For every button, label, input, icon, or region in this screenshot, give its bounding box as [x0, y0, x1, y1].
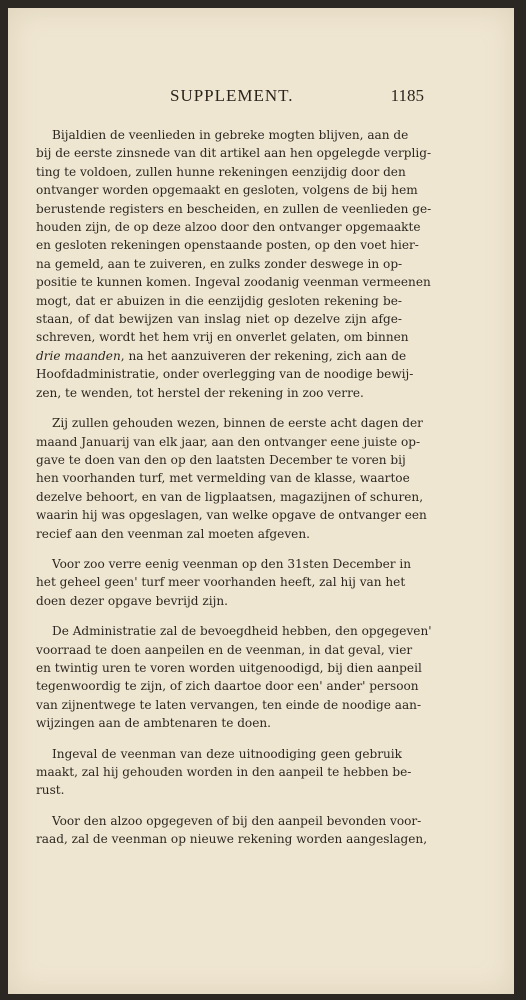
paragraph [36, 745, 412, 800]
text-line [36, 347, 407, 365]
text-line: Bijaldien de veenlieden in gebreke mogten blijven, aan de [52, 128, 409, 142]
text-line: De Administratie zal de bevoegdheid hebben, den opgegeven' [52, 624, 432, 639]
paragraph [36, 622, 432, 732]
text-line: Voor zoo verre eenig veenman op den 31sten December in [52, 556, 412, 571]
text-line: Voor den alzoo opgegeven of bij den aanpeil bevonden voor- [52, 813, 422, 828]
text-line: raad, zal de veenman op nieuwe rekening worden aangeslagen, [36, 832, 428, 847]
text-line: staan, of dat bewijzen van inslag niet op dezelve zijn afge- [36, 312, 402, 327]
text-line: Hoofdadministratie, onder overlegging van de noodige bewij- [36, 367, 414, 382]
text-line: dezelve behoort, en van de ligplaatsen, magazijnen of schuren, [36, 489, 424, 504]
text-line: rust. [36, 783, 65, 798]
text-line: positie te kunnen komen. Ingeval zoodanig veenman vermeenen [36, 275, 431, 290]
text-line: het geheel geen' turf meer voorhanden heeft, zal hij van het [36, 575, 406, 590]
text-line: bij de eerste zinsnede van dit artikel aan hen opgelegde verplig- [36, 146, 432, 161]
paragraph [36, 126, 432, 402]
text-line: gave te doen van den op den laatsten December te voren bij [36, 452, 406, 467]
page-body [36, 126, 432, 861]
paragraph [36, 812, 428, 849]
paragraph [36, 555, 412, 610]
text-line: maakt, zal hij gehouden worden in den aanpeil te hebben be- [36, 765, 412, 779]
text-line: voorraad te doen aanpeilen en de veenman, in dat geval, vier [36, 642, 413, 657]
page-header [8, 86, 514, 112]
text-line: doen dezer opgave bevrijd zijn. [36, 593, 229, 608]
text-line: en gesloten rekeningen openstaande posten, op den voet hier- [36, 238, 419, 253]
text-line: schreven, wordt het hem vrij en onverlet gelaten, om binnen [36, 330, 409, 345]
text-line: waarin hij was opgeslagen, van welke opgave de ontvanger een [36, 508, 427, 523]
text-line: Ingeval de veenman van deze uitnoodiging geen gebruik [52, 746, 402, 761]
text-line: recief aan den veenman zal moeten afgeven. [36, 526, 310, 541]
text-line: na gemeld, aan te zuiveren, en zulks zonder deswege in op- [36, 256, 403, 271]
paragraph [36, 414, 427, 543]
text-line: en twintig uren te voren worden uitgenoodigd, bij dien aanpeil [36, 660, 422, 675]
text-line: mogt, dat er abuizen in die eenzijdig gesloten rekening be- [36, 293, 402, 308]
text-line: ontvanger worden opgemaakt en gesloten, volgens de bij hem [36, 183, 418, 198]
page-number: 1185 [390, 86, 424, 105]
running-title: SUPPLEMENT. [170, 86, 294, 105]
text-line: wijzingen aan de ambtenaren te doen. [36, 716, 272, 731]
text-line: Zij zullen gehouden wezen, binnen de eerste acht dagen der [52, 416, 423, 431]
line-rest: , na het aanzuiveren der rekening, zich aan de [120, 348, 407, 363]
text-line: hen voorhanden turf, met vermelding van de klasse, waartoe [36, 471, 410, 486]
book-page [8, 8, 514, 994]
text-line: van zijnentwege te laten vervangen, ten einde de noodige aan- [36, 697, 422, 712]
text-line: houden zijn, de op deze alzoo door den ontvanger opgemaakte [36, 220, 421, 235]
text-line: zen, te wenden, tot herstel der rekening in zoo verre. [36, 385, 364, 400]
text-line: tegenwoordig te zijn, of zich daartoe door een' ander' persoon [36, 679, 419, 694]
italic-phrase: drie maanden [36, 348, 121, 363]
text-line: ting te voldoen, zullen hunne rekeningen eenzijdig door den [36, 164, 406, 179]
text-line: maand Januarij van elk jaar, aan den ontvanger eene juiste op- [36, 434, 421, 449]
text-line: berustende registers en bescheiden, en zullen de veenlieden ge- [36, 201, 432, 216]
